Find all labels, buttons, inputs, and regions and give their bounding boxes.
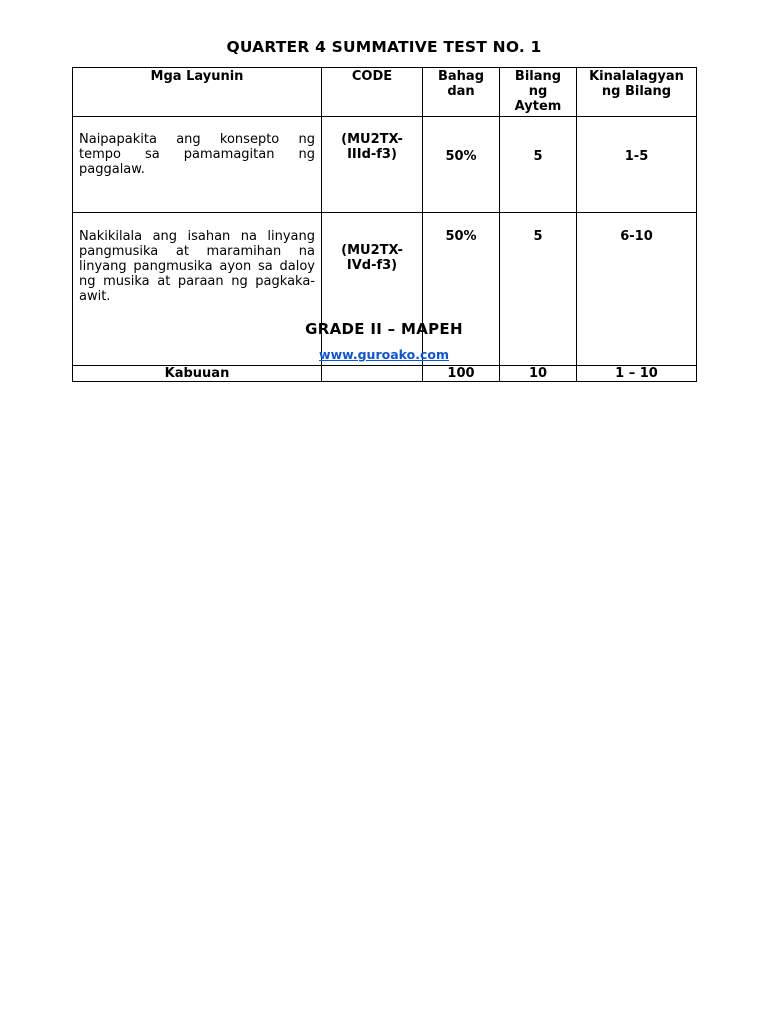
- total-label: Kabuuan: [73, 366, 322, 382]
- table-row: [73, 117, 697, 213]
- table-header-row: [73, 68, 697, 117]
- header-items: Bilang ng Aytem: [500, 68, 577, 117]
- items-cell: 5: [500, 213, 577, 366]
- placement-cell: 6-10: [577, 213, 697, 366]
- grade-subtitle: GRADE II – MAPEH: [305, 320, 463, 338]
- website-link-container: [0, 347, 768, 362]
- total-placement: 1 – 10: [577, 366, 697, 382]
- code-cell: (MU2TX-IIId-f3): [322, 117, 423, 213]
- objective-cell: Naipapakita ang konsepto ng tempo sa pamamagitan ng paggalaw.: [73, 117, 322, 213]
- total-row: [73, 366, 697, 382]
- percent-cell: 50%: [423, 117, 500, 213]
- website-link[interactable]: www.guroako.com: [319, 347, 449, 362]
- header-placement: Kinalalagyan ng Bilang: [577, 68, 697, 117]
- items-cell: 5: [500, 117, 577, 213]
- header-objective: Mga Layunin: [73, 68, 322, 117]
- table-row: [73, 213, 697, 366]
- total-code: [322, 366, 423, 382]
- placement-cell: 1-5: [577, 117, 697, 213]
- code-cell: (MU2TX-IVd-f3): [322, 213, 423, 366]
- total-items: 10: [500, 366, 577, 382]
- objective-cell: Nakikilala ang isahan na linyang pangmusika at maramihan na linyang pangmusika ayon sa daloy ng musika at paraan ng pagkaka-awit.: [73, 213, 322, 366]
- total-percent: 100: [423, 366, 500, 382]
- document-title: QUARTER 4 SUMMATIVE TEST NO. 1: [226, 38, 542, 56]
- header-code: CODE: [322, 68, 423, 117]
- percent-cell: 50%: [423, 213, 500, 366]
- header-percent: Bahag dan: [423, 68, 500, 117]
